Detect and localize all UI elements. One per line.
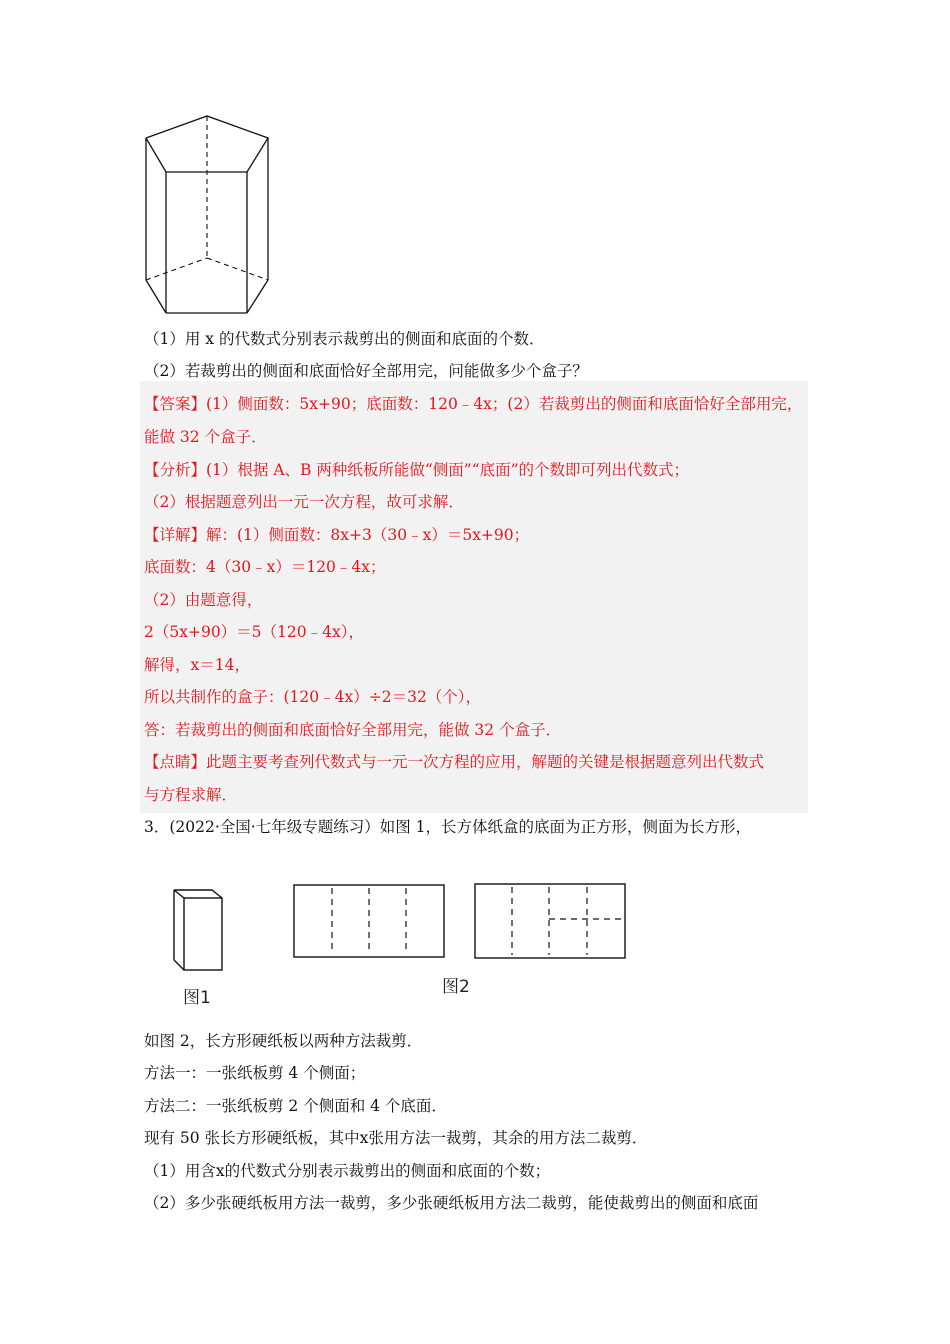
detail-line-3: （2）由题意得， <box>144 591 263 609</box>
board-method-one-figure <box>293 884 445 958</box>
problem3-line-1: 如图 2，长方形硬纸板以两种方法裁剪． <box>144 1032 423 1050</box>
detail-line-5: 解得，x＝14， <box>144 656 250 674</box>
detail-line-6: 所以共制作的盒子：(120﹣4x）÷2＝32（个）， <box>144 688 482 706</box>
board-method-two-figure <box>474 883 626 959</box>
detail-line-7: 答：若裁剪出的侧面和底面恰好全部用完，能做 32 个盒子． <box>144 721 562 739</box>
analysis-line-2: （2）根据题意列出一元一次方程，故可求解． <box>144 493 464 511</box>
problem3-header: 3．(2022·全国·七年级专题练习）如图 1，长方体纸盒的底面为正方形，侧面为长方形， <box>144 818 752 836</box>
problem2-question-2: （2）若裁剪出的侧面和底面恰好全部用完，问能做多少个盒子？ <box>144 362 588 380</box>
figure-1-caption: 图1 <box>183 988 211 1008</box>
detail-line-1: 【详解】解：(1）侧面数：8x+3（30﹣x）＝5x+90； <box>144 526 530 544</box>
problem3-line-3: 方法二：一张纸板剪 2 个侧面和 4 个底面． <box>144 1097 447 1115</box>
cuboid-box-figure <box>172 884 227 974</box>
problem3-line-5: （1）用含x的代数式分别表示裁剪出的侧面和底面的个数； <box>144 1162 551 1180</box>
detail-line-2: 底面数：4（30﹣x）＝120﹣4x； <box>144 558 386 576</box>
figure-2-caption: 图2 <box>442 977 470 997</box>
analysis-line-1: 【分析】(1）根据 A、B 两种纸板所能做“侧面”“底面”的个数即可列出代数式； <box>144 461 690 479</box>
comment-line-1: 【点睛】此题主要考查列代数式与一元一次方程的应用，解题的关键是根据题意列出代数式 <box>144 753 765 771</box>
answer-line-1: 【答案】(1）侧面数：5x+90；底面数：120﹣4x；(2）若裁剪出的侧面和底面恰好全部用完， <box>144 395 803 413</box>
problem3-line-6: （2）多少张硬纸板用方法一裁剪，多少张硬纸板用方法二裁剪，能使裁剪出的侧面和底面 <box>144 1194 759 1212</box>
problem3-line-2: 方法一：一张纸板剪 4 个侧面； <box>144 1064 366 1082</box>
comment-line-2: 与方程求解． <box>144 786 238 804</box>
pentagonal-prism-figure <box>140 110 275 320</box>
answer-line-2: 能做 32 个盒子． <box>144 428 267 446</box>
detail-line-4: 2（5x+90）＝5（120﹣4x）， <box>144 623 364 641</box>
problem2-question-1: （1）用 x 的代数式分别表示裁剪出的侧面和底面的个数． <box>144 330 545 348</box>
problem3-line-4: 现有 50 张长方形硬纸板，其中x张用方法一裁剪，其余的用方法二裁剪． <box>144 1129 648 1147</box>
